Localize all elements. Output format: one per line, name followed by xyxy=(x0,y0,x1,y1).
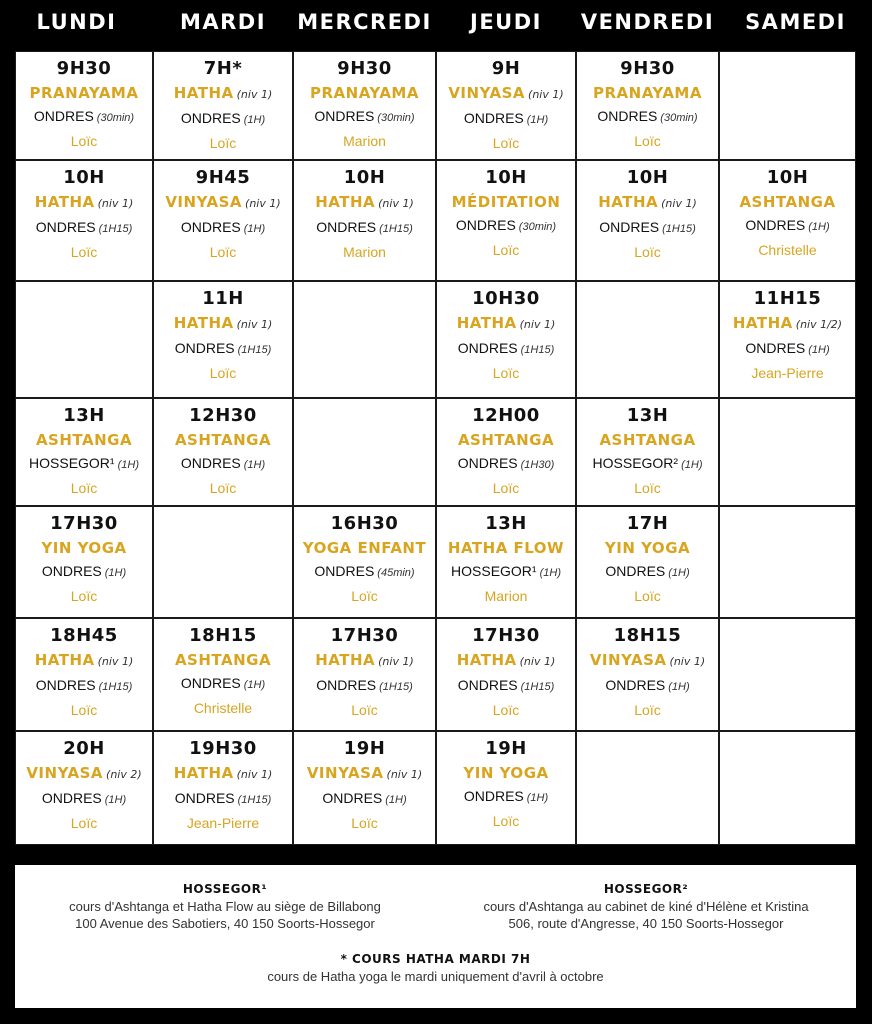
class-teacher: Loïc xyxy=(209,480,237,496)
class-name xyxy=(720,192,855,212)
class-location xyxy=(16,788,152,810)
class-slot xyxy=(436,618,576,731)
footnote-line: cours d'Ashtanga au cabinet de kiné d'Hélène et Kristina xyxy=(483,899,809,914)
class-name xyxy=(154,83,292,105)
class-type: HATHA xyxy=(315,651,376,669)
empty-slot xyxy=(576,281,719,398)
class-name xyxy=(16,538,152,558)
day-header-1: MARDI xyxy=(179,10,267,34)
class-time: 11H15 xyxy=(753,288,822,309)
class-teacher: Loïc xyxy=(351,815,378,831)
location-name: ONDRES xyxy=(455,217,516,233)
class-level: (niv 1) xyxy=(661,197,697,210)
class-duration: (30min) xyxy=(518,221,557,233)
class-time: 10H30 xyxy=(472,288,540,309)
location-name: ONDRES xyxy=(314,108,375,124)
class-name xyxy=(16,83,152,103)
class-type: VINYASA xyxy=(26,764,104,782)
class-level: (niv 1) xyxy=(669,655,706,668)
class-teacher: Loïc xyxy=(70,588,98,604)
class-teacher: Jean-Pierre xyxy=(186,815,260,831)
class-time: 13H xyxy=(626,405,669,426)
class-slot xyxy=(719,160,856,281)
class-duration: (1H) xyxy=(243,223,266,235)
class-type: HATHA xyxy=(173,84,234,102)
class-location xyxy=(720,338,855,360)
class-type: YOGA ENFANT xyxy=(302,539,427,557)
class-teacher: Loïc xyxy=(634,480,661,496)
class-duration: (1H) xyxy=(668,567,690,579)
class-location xyxy=(577,217,718,239)
class-slot xyxy=(436,506,576,618)
location-name: ONDRES xyxy=(41,790,102,806)
class-duration: (30min) xyxy=(377,112,415,124)
class-duration: (1H15) xyxy=(98,223,133,235)
class-type: HATHA FLOW xyxy=(447,539,565,557)
class-teacher: Christelle xyxy=(193,700,253,716)
class-teacher: Loïc xyxy=(351,702,378,718)
location-name: ONDRES xyxy=(457,677,518,693)
class-teacher: Loïc xyxy=(634,133,661,149)
class-type: VINYASA xyxy=(306,764,384,782)
class-teacher: Loïc xyxy=(492,242,520,258)
class-duration: (1H) xyxy=(104,794,127,806)
class-level: (niv 1) xyxy=(519,318,556,331)
class-teacher: Loïc xyxy=(492,813,520,829)
class-location xyxy=(577,675,718,697)
footnote-line: 100 Avenue des Sabotiers, 40 150 Soorts-Hossegor xyxy=(75,916,375,931)
empty-slot xyxy=(719,506,856,618)
footnote-hatha-note xyxy=(15,950,856,986)
class-slot xyxy=(436,281,576,398)
class-location xyxy=(720,215,855,237)
class-type: VINYASA xyxy=(589,651,667,669)
class-time: 17H xyxy=(626,513,669,534)
class-duration: (1H15) xyxy=(379,681,413,693)
class-time: 9H45 xyxy=(195,167,251,188)
class-teacher: Marion xyxy=(343,133,386,149)
class-name xyxy=(16,430,152,450)
empty-slot xyxy=(293,281,436,398)
class-location xyxy=(16,675,152,697)
class-name xyxy=(294,763,435,785)
day-header-2: MERCREDI xyxy=(297,10,432,34)
class-duration: (1H) xyxy=(104,567,127,579)
class-teacher: Loïc xyxy=(70,702,98,718)
class-slot xyxy=(576,51,719,160)
class-teacher: Loïc xyxy=(209,365,237,381)
empty-slot xyxy=(153,506,293,618)
class-duration: (1H) xyxy=(243,679,266,691)
class-time: 10H xyxy=(626,167,669,188)
class-teacher: Loïc xyxy=(70,133,98,149)
class-duration: (1H) xyxy=(117,459,139,471)
class-type: MÉDITATION xyxy=(451,193,561,211)
class-time: 13H xyxy=(485,513,527,534)
class-time: 18H15 xyxy=(189,625,257,646)
location-name: HOSSEGOR² xyxy=(592,455,679,471)
class-location xyxy=(437,786,575,808)
empty-slot xyxy=(719,618,856,731)
footnote-hossegor-1 xyxy=(15,881,435,932)
footnote-title: * COURS HATHA MARDI 7H xyxy=(340,952,531,966)
class-teacher: Loïc xyxy=(634,588,661,604)
class-level: (niv 1) xyxy=(528,88,564,101)
class-teacher: Marion xyxy=(343,244,386,260)
class-duration: (1H) xyxy=(808,221,830,233)
class-duration: (1H15) xyxy=(520,681,555,693)
class-slot xyxy=(719,281,856,398)
class-type: HATHA xyxy=(173,314,234,332)
class-slot xyxy=(15,160,153,281)
day-header-3: JEUDI xyxy=(470,10,542,34)
class-level: (niv 1) xyxy=(386,768,423,781)
location-name: ONDRES xyxy=(316,677,377,693)
class-type: HATHA xyxy=(173,764,234,782)
class-slot xyxy=(576,618,719,731)
class-location xyxy=(16,561,152,583)
class-name xyxy=(16,763,152,785)
class-time: 11H xyxy=(202,288,244,309)
location-name: ONDRES xyxy=(597,108,658,124)
empty-slot xyxy=(576,731,719,845)
class-slot xyxy=(436,160,576,281)
class-time: 20H xyxy=(63,738,105,759)
class-duration: (1H) xyxy=(681,459,703,471)
class-location xyxy=(577,453,718,475)
class-time: 10H xyxy=(343,167,386,188)
location-name: HOSSEGOR¹ xyxy=(451,563,537,579)
class-time: 19H xyxy=(485,738,527,759)
class-slot xyxy=(576,398,719,506)
class-name xyxy=(437,650,575,672)
class-duration: (1H30) xyxy=(520,459,555,471)
class-duration: (1H15) xyxy=(379,223,413,235)
class-type: ASHTANGA xyxy=(599,431,696,449)
location-name: ONDRES xyxy=(314,563,375,579)
class-slot xyxy=(153,160,293,281)
class-duration: (1H15) xyxy=(237,344,272,356)
class-level: (niv 1) xyxy=(97,655,134,668)
location-name: ONDRES xyxy=(316,219,377,235)
class-location xyxy=(294,788,435,810)
location-name: ONDRES xyxy=(41,563,102,579)
location-name: ONDRES xyxy=(605,677,666,693)
class-teacher: Loïc xyxy=(492,480,520,496)
class-type: HATHA xyxy=(456,651,517,669)
class-level: (niv 1) xyxy=(236,768,273,781)
class-time: 9H30 xyxy=(337,58,392,79)
class-location xyxy=(294,106,435,128)
class-slot xyxy=(293,51,436,160)
class-time: 10H xyxy=(766,167,809,188)
class-location xyxy=(437,215,575,237)
class-type: HATHA xyxy=(732,314,793,332)
location-name: ONDRES xyxy=(180,455,241,471)
class-type: HATHA xyxy=(34,193,95,211)
class-level: (niv 1) xyxy=(245,197,281,210)
class-level: (niv 1) xyxy=(236,318,273,331)
location-name: ONDRES xyxy=(457,455,518,471)
class-teacher: Loïc xyxy=(70,480,98,496)
class-teacher: Loïc xyxy=(634,244,661,260)
class-duration: (1H15) xyxy=(520,344,555,356)
class-slot xyxy=(153,731,293,845)
location-name: ONDRES xyxy=(174,790,235,806)
class-slot xyxy=(293,506,436,618)
class-time: 13H xyxy=(63,405,105,426)
class-name xyxy=(294,538,435,558)
class-duration: (30min) xyxy=(660,112,698,124)
class-time: 12H00 xyxy=(472,405,540,426)
class-name xyxy=(577,83,718,103)
class-type: VINYASA xyxy=(165,193,243,211)
empty-slot xyxy=(15,281,153,398)
class-name xyxy=(577,430,718,450)
class-teacher: Jean-Pierre xyxy=(751,365,824,381)
class-teacher: Loïc xyxy=(209,244,237,260)
class-name xyxy=(154,650,292,670)
location-name: ONDRES xyxy=(33,108,94,124)
class-slot xyxy=(153,281,293,398)
class-teacher: Loïc xyxy=(492,702,520,718)
class-time: 17H30 xyxy=(472,625,540,646)
class-slot xyxy=(15,506,153,618)
class-type: YIN YOGA xyxy=(41,539,127,557)
location-name: ONDRES xyxy=(745,217,806,233)
class-duration: (1H) xyxy=(385,794,407,806)
footnote-line: 506, route d'Angresse, 40 150 Soorts-Hossegor xyxy=(508,916,784,931)
footnote-line: cours d'Ashtanga et Hatha Flow au siège de Billabong xyxy=(69,899,381,914)
class-duration: (1H) xyxy=(539,567,561,579)
class-time: 9H xyxy=(491,58,521,79)
class-slot xyxy=(436,51,576,160)
class-teacher: Loïc xyxy=(70,815,98,831)
class-duration: (1H15) xyxy=(662,223,696,235)
class-duration: (1H15) xyxy=(98,681,133,693)
class-name xyxy=(437,313,575,335)
class-type: VINYASA xyxy=(448,84,526,102)
class-location xyxy=(294,217,435,239)
class-level: (niv 1/2) xyxy=(795,318,843,331)
class-time: 18H45 xyxy=(50,625,118,646)
class-slot xyxy=(153,398,293,506)
class-name xyxy=(577,192,718,214)
class-type: PRANAYAMA xyxy=(29,84,139,102)
class-level: (niv 1) xyxy=(236,88,273,101)
class-name xyxy=(437,83,575,105)
class-teacher: Loïc xyxy=(70,244,98,260)
day-header-4: VENDREDI xyxy=(580,10,715,34)
location-name: HOSSEGOR¹ xyxy=(29,455,115,471)
class-type: PRANAYAMA xyxy=(593,84,702,102)
class-name xyxy=(154,192,292,214)
class-name xyxy=(577,538,718,558)
location-name: ONDRES xyxy=(463,110,524,126)
class-location xyxy=(437,675,575,697)
class-location xyxy=(16,106,152,128)
class-teacher: Loïc xyxy=(351,588,378,604)
class-location xyxy=(154,673,292,695)
class-slot xyxy=(293,618,436,731)
class-type: HATHA xyxy=(34,651,95,669)
footnote-title: HOSSEGOR² xyxy=(603,882,689,896)
class-duration: (45min) xyxy=(377,567,415,579)
location-name: ONDRES xyxy=(599,219,660,235)
location-name: ONDRES xyxy=(322,790,383,806)
class-level: (niv 2) xyxy=(106,768,142,781)
class-slot xyxy=(576,506,719,618)
location-name: ONDRES xyxy=(180,675,241,691)
class-name xyxy=(154,763,292,785)
class-type: HATHA xyxy=(315,193,376,211)
class-slot xyxy=(153,51,293,160)
class-slot xyxy=(576,160,719,281)
class-time: 10H xyxy=(63,167,105,188)
day-header-5: SAMEDI xyxy=(745,10,846,34)
class-duration: (1H) xyxy=(526,114,549,126)
class-name xyxy=(437,538,575,558)
location-name: ONDRES xyxy=(457,340,518,356)
class-location xyxy=(154,453,292,475)
class-location xyxy=(154,108,292,130)
class-name xyxy=(154,313,292,335)
class-location xyxy=(577,561,718,583)
class-name xyxy=(437,192,575,212)
class-level: (niv 1) xyxy=(378,655,414,668)
class-time: 19H xyxy=(343,738,386,759)
footnote-hossegor-2 xyxy=(436,881,856,932)
class-location xyxy=(16,453,152,475)
empty-slot xyxy=(719,398,856,506)
class-time: 10H xyxy=(485,167,527,188)
class-slot xyxy=(15,618,153,731)
class-name xyxy=(16,192,152,214)
class-location xyxy=(154,788,292,810)
class-location xyxy=(294,675,435,697)
class-level: (niv 1) xyxy=(97,197,134,210)
class-teacher: Loïc xyxy=(492,365,520,381)
class-duration: (1H) xyxy=(243,114,266,126)
class-teacher: Marion xyxy=(484,588,528,604)
class-name xyxy=(16,650,152,672)
class-slot xyxy=(15,731,153,845)
class-time: 17H30 xyxy=(330,625,399,646)
class-location xyxy=(437,108,575,130)
class-teacher: Loïc xyxy=(492,135,520,151)
class-level: (niv 1) xyxy=(378,197,414,210)
location-name: ONDRES xyxy=(174,340,235,356)
class-name xyxy=(437,763,575,783)
location-name: ONDRES xyxy=(180,110,241,126)
class-slot xyxy=(293,731,436,845)
class-time: 19H30 xyxy=(189,738,257,759)
class-duration: (1H) xyxy=(526,792,549,804)
class-duration: (1H) xyxy=(668,681,690,693)
empty-slot xyxy=(719,51,856,160)
footnote-title: HOSSEGOR¹ xyxy=(182,882,268,896)
empty-slot xyxy=(719,731,856,845)
class-type: ASHTANGA xyxy=(35,431,133,449)
class-slot xyxy=(15,398,153,506)
class-duration: (1H) xyxy=(808,344,830,356)
class-location xyxy=(577,106,718,128)
class-teacher: Christelle xyxy=(758,242,817,258)
location-name: ONDRES xyxy=(35,677,96,693)
class-time: 12H30 xyxy=(189,405,257,426)
location-name: ONDRES xyxy=(180,219,241,235)
class-slot xyxy=(293,160,436,281)
class-type: HATHA xyxy=(456,314,517,332)
class-teacher: Loïc xyxy=(634,702,661,718)
class-location xyxy=(437,338,575,360)
schedule-footer xyxy=(15,865,856,1008)
class-slot xyxy=(15,51,153,160)
class-time: 17H30 xyxy=(50,513,118,534)
class-location xyxy=(294,561,435,583)
class-name xyxy=(437,430,575,450)
class-type: PRANAYAMA xyxy=(310,84,419,102)
location-name: ONDRES xyxy=(463,788,524,804)
class-type: ASHTANGA xyxy=(174,651,272,669)
class-time: 9H30 xyxy=(56,58,112,79)
class-location xyxy=(437,561,575,583)
class-time: 16H30 xyxy=(330,513,399,534)
day-header-0: LUNDI xyxy=(36,10,117,34)
class-name xyxy=(720,313,855,335)
class-location xyxy=(154,338,292,360)
class-slot xyxy=(436,398,576,506)
location-name: ONDRES xyxy=(745,340,806,356)
class-type: HATHA xyxy=(598,193,659,211)
class-teacher: Loïc xyxy=(209,135,237,151)
class-type: ASHTANGA xyxy=(174,431,272,449)
class-level: (niv 1) xyxy=(519,655,556,668)
footnote-line: cours de Hatha yoga le mardi uniquement d'avril à octobre xyxy=(267,969,604,984)
class-name xyxy=(294,83,435,103)
class-location xyxy=(437,453,575,475)
class-time: 9H30 xyxy=(620,58,675,79)
class-location xyxy=(154,217,292,239)
class-type: ASHTANGA xyxy=(457,431,555,449)
class-name xyxy=(294,650,435,672)
empty-slot xyxy=(293,398,436,506)
class-slot xyxy=(436,731,576,845)
class-location xyxy=(16,217,152,239)
class-duration: (1H15) xyxy=(237,794,272,806)
class-time: 18H15 xyxy=(613,625,682,646)
class-name xyxy=(154,430,292,450)
class-name xyxy=(294,192,435,214)
class-time: 7H* xyxy=(203,58,243,79)
location-name: ONDRES xyxy=(35,219,96,235)
class-slot xyxy=(153,618,293,731)
class-duration: (30min) xyxy=(96,112,135,124)
class-type: YIN YOGA xyxy=(463,764,549,782)
class-name xyxy=(577,650,718,672)
class-type: YIN YOGA xyxy=(604,539,691,557)
location-name: ONDRES xyxy=(605,563,666,579)
class-type: ASHTANGA xyxy=(739,193,836,211)
class-duration: (1H) xyxy=(243,459,266,471)
